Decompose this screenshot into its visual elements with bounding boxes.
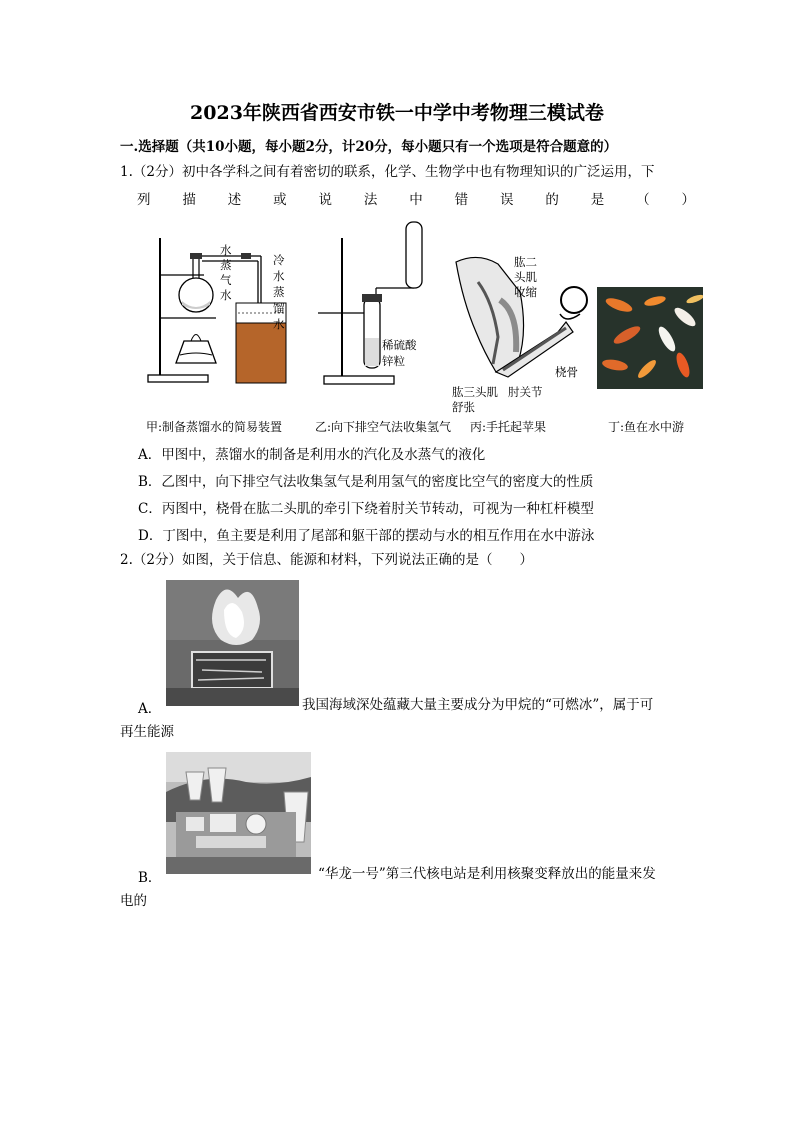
jia-label: 水 — [220, 288, 232, 302]
q1-char: 法 — [363, 192, 378, 208]
q2-option-b-text: “华龙一号”第三代核电站是利用核聚变释放出的能量来发 — [318, 866, 656, 882]
section-heading: 一.选择题（共10小题，每小题2分，计20分，每小题只有一个选项是符合题意的） — [120, 139, 618, 155]
q1-stem-line1: 1.（2分）初中各学科之间有着密切的联系，化学、生物学中也有物理知识的广泛运用，下 — [120, 164, 655, 180]
q1-char: （ — [636, 192, 650, 208]
q1-stem-line2 — [137, 190, 695, 210]
q2-stem: 2.（2分）如图，关于信息、能源和材料，下列说法正确的是（ ） — [120, 552, 533, 568]
q1-char: 中 — [409, 192, 423, 208]
q2-option-a-label: A． — [138, 701, 162, 717]
bing-label: 肱二 — [514, 255, 537, 269]
jia-label: 蒸 — [220, 258, 232, 272]
jia-label-group — [220, 243, 232, 303]
q2-image-nuclear-plant — [166, 752, 311, 874]
caption-yi: 乙:向下排空气法收集氢气 — [315, 420, 452, 434]
q2-option-b-label: B． — [138, 870, 162, 886]
yi-label: 稀硫酸 — [382, 338, 417, 352]
bing-label: 肱三头肌 — [452, 385, 498, 399]
q1-option-b: B．乙图中，向下排空气法收集氢气是利用氢气的密度比空气的密度大的性质 — [138, 474, 594, 490]
jia-label: 水 — [273, 269, 285, 283]
jia-label: 水 — [220, 243, 232, 257]
bing-label: 桡骨 — [555, 365, 578, 379]
jia-label: 冷 — [273, 253, 285, 267]
q1-char: 错 — [454, 192, 469, 208]
caption-jia: 甲:制备蒸馏水的简易装置 — [146, 420, 283, 434]
caption-ding: 丁:鱼在水中游 — [608, 420, 685, 434]
yi-label: 锌粒 — [382, 354, 405, 368]
jia-label: 馏 — [273, 301, 285, 315]
q1-char: 说 — [318, 192, 332, 208]
q1-char: 是 — [590, 192, 605, 208]
q2-option-a-cont: 再生能源 — [120, 724, 174, 740]
q1-option-d: D．丁图中，鱼主要是利用了尾部和躯干部的摆动与水的相互作用在水中游泳 — [138, 528, 595, 544]
yi-label-group — [382, 337, 417, 369]
figure-yi-hydrogen — [318, 218, 438, 388]
q1-char: 误 — [500, 192, 514, 208]
q1-char: 描 — [182, 192, 196, 208]
jia-label: 气 — [220, 273, 232, 287]
q1-char: ） — [681, 192, 695, 208]
jia-label: 蒸 — [273, 285, 285, 299]
bing-label: 收缩 — [514, 285, 537, 299]
q2-option-a-text: 我国海域深处蕴藏大量主要成分为甲烷的“可燃冰”，属于可 — [302, 697, 654, 713]
q1-char: 列 — [137, 192, 151, 208]
q2-option-b-cont: 电的 — [120, 893, 147, 909]
q1-option-c: C．丙图中，桡骨在肱二头肌的牵引下绕着肘关节转动，可视为一种杠杆模型 — [138, 501, 594, 517]
q1-char: 或 — [273, 192, 287, 208]
q2-image-combustible-ice — [166, 580, 299, 706]
page-title: 2023年陕西省西安市铁一中学中考物理三模试卷 — [190, 102, 604, 124]
q1-option-a: A．甲图中，蒸馏水的制备是利用水的汽化及水蒸气的液化 — [138, 447, 486, 463]
bing-label: 头肌 — [514, 270, 537, 284]
q1-char: 述 — [227, 192, 242, 208]
figure-ding-fish-photo — [597, 287, 703, 389]
caption-bing: 丙:手托起苹果 — [470, 420, 547, 434]
jia-label: 水 — [273, 317, 285, 331]
jia-label-group-2 — [273, 252, 285, 332]
bing-label-top — [514, 255, 537, 300]
q1-char: 的 — [545, 192, 559, 208]
bing-label: 肘关节 — [508, 385, 543, 399]
bing-label: 舒张 — [452, 400, 475, 414]
